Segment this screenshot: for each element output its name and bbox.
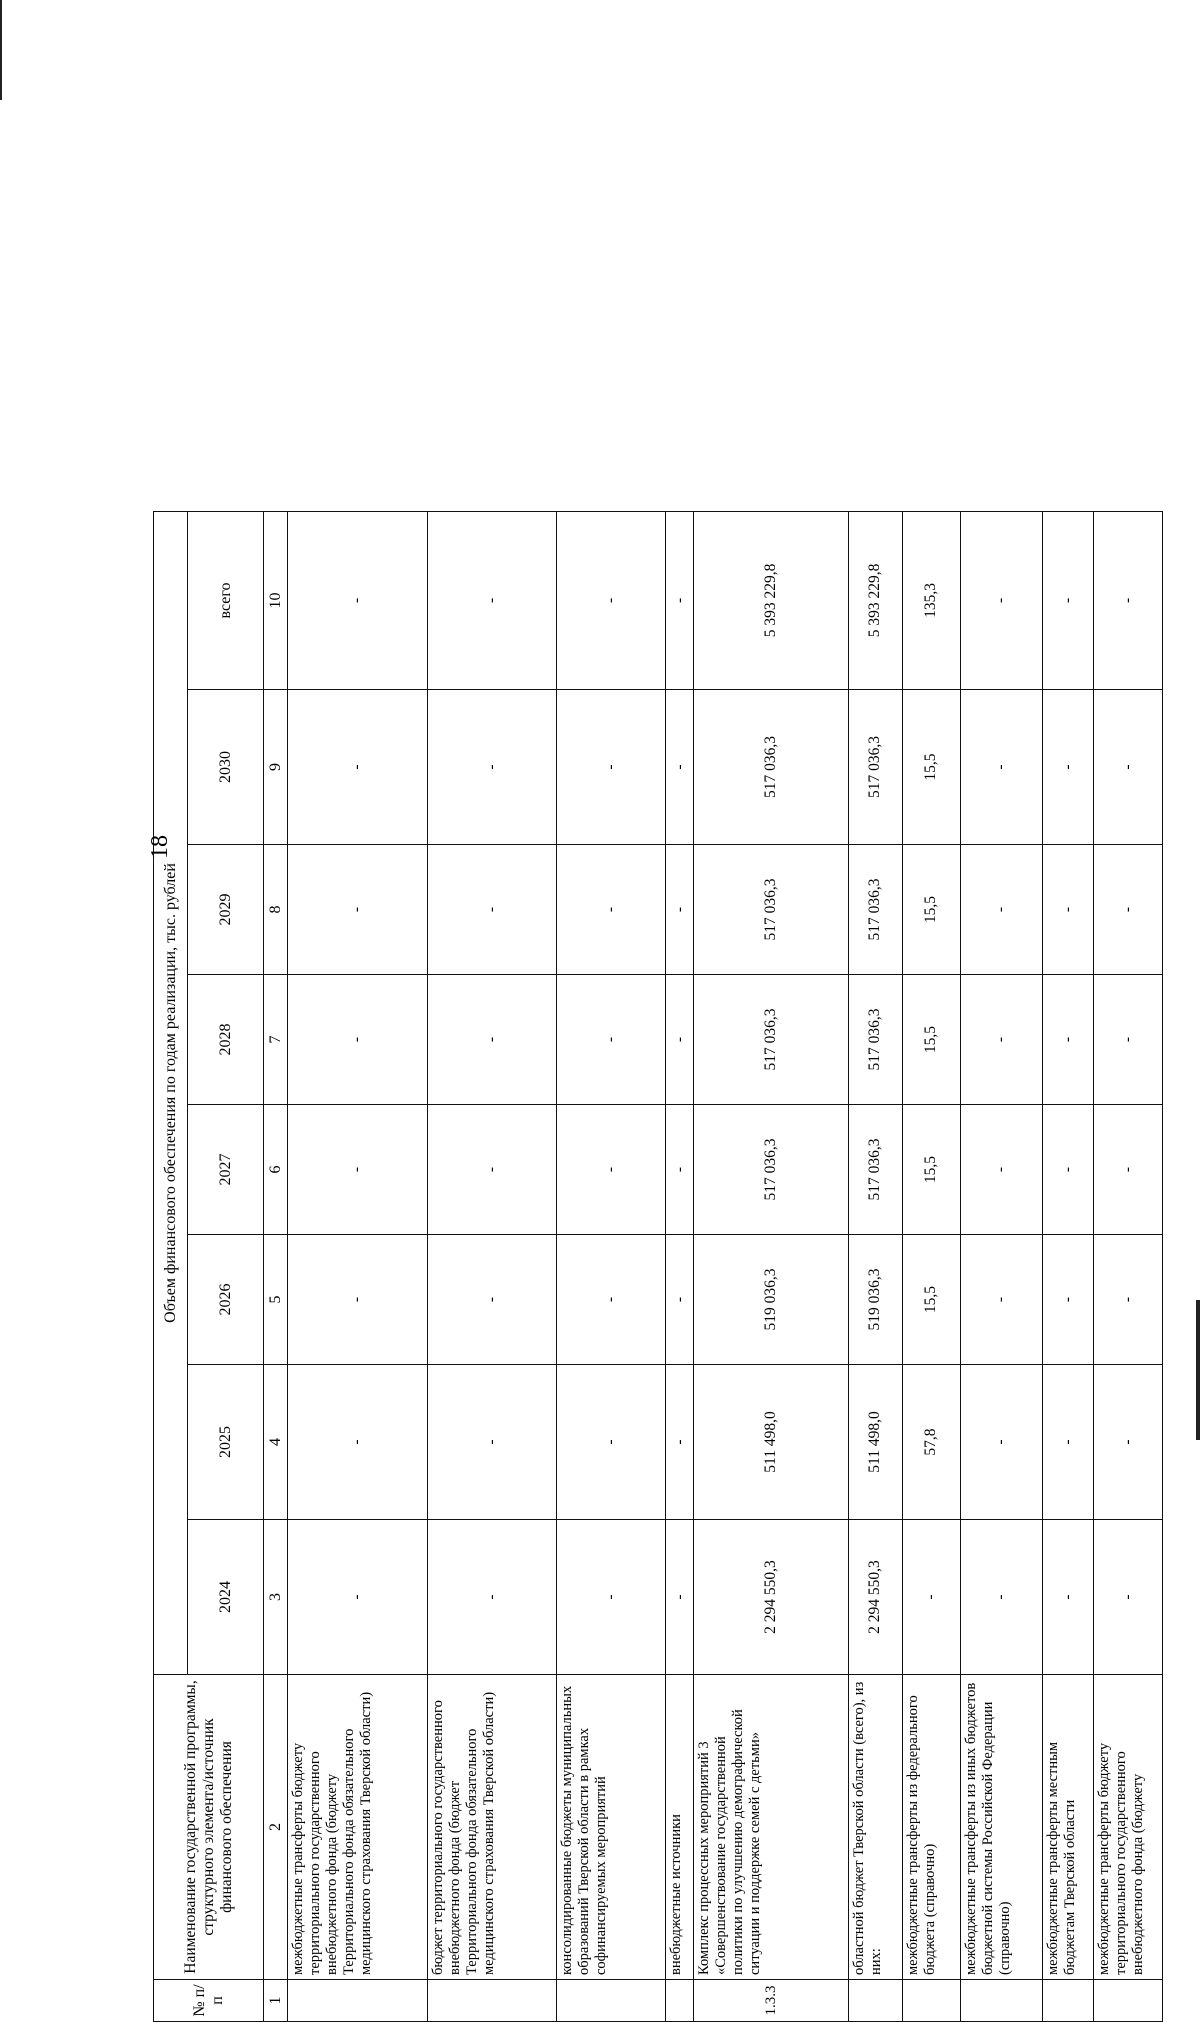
row-number: [288, 1980, 428, 2022]
header-no: № п/п: [154, 1980, 264, 2022]
row-value: -: [1094, 1365, 1163, 1520]
row-value: 57,8: [902, 1365, 960, 1520]
header-year: 2024: [188, 1520, 264, 1675]
row-value: -: [427, 1235, 556, 1365]
row-value: -: [556, 1105, 666, 1235]
row-value: -: [1042, 1365, 1094, 1520]
row-number: [960, 1980, 1042, 2022]
row-value: -: [1094, 975, 1163, 1105]
row-value: 2 294 550,3: [849, 1520, 903, 1675]
row-value: 15,5: [902, 1105, 960, 1235]
row-number: [666, 1980, 694, 2022]
page-number: 18: [147, 835, 173, 859]
row-value: -: [960, 1365, 1042, 1520]
column-number: 1: [264, 1980, 288, 2022]
row-name: межбюджетные трансферты из федерального бюджета (справочно): [902, 1675, 960, 1980]
header-name: Наименование государственной программы, структурного элемента/источник финансового обеспечения: [154, 1675, 264, 1980]
row-name: внебюджетные источники: [666, 1675, 694, 1980]
row-number: [849, 1980, 903, 2022]
row-value-total: -: [1094, 511, 1163, 689]
row-value: -: [1042, 845, 1094, 975]
column-number: 5: [264, 1235, 288, 1365]
table-row: [960, 511, 1042, 2021]
row-value-total: -: [288, 511, 428, 689]
row-value: 15,5: [902, 690, 960, 845]
row-value: -: [1094, 845, 1163, 975]
row-value: -: [556, 845, 666, 975]
row-value: -: [960, 845, 1042, 975]
row-value: 519 036,3: [849, 1235, 903, 1365]
table-row: [556, 511, 666, 2021]
row-value: -: [1094, 1520, 1163, 1675]
row-value: -: [960, 975, 1042, 1105]
row-value: -: [556, 1235, 666, 1365]
row-name: консолидированные бюджеты муниципальных образований Тверской области в рамках софинансируемых мероприятий: [556, 1675, 666, 1980]
row-value: -: [960, 1235, 1042, 1365]
row-value: -: [1042, 975, 1094, 1105]
table-rotated-wrapper: [153, 512, 1163, 2022]
column-number: 6: [264, 1105, 288, 1235]
column-number: 8: [264, 845, 288, 975]
header-year: 2028: [188, 975, 264, 1105]
header-year: 2025: [188, 1365, 264, 1520]
row-name: межбюджетные трансферты местным бюджетам Тверской области: [1042, 1675, 1094, 1980]
scan-edge-mark: [1196, 1300, 1200, 1440]
row-value: -: [1094, 690, 1163, 845]
scan-edge-mark: [0, 0, 2, 100]
table-row: [288, 511, 428, 2021]
header-year: 2026: [188, 1235, 264, 1365]
column-number: 10: [264, 511, 288, 689]
row-value: 517 036,3: [849, 975, 903, 1105]
table-row: [849, 511, 903, 2021]
row-value: 517 036,3: [849, 1105, 903, 1235]
row-value: -: [556, 690, 666, 845]
row-name: бюджет территориального государственного внебюджетного фонда (бюджет Территориального фонда обязательного медицинского страхования Тверской области): [427, 1675, 556, 1980]
row-number: [556, 1980, 666, 2022]
header-year: 2029: [188, 845, 264, 975]
table-row: [1042, 511, 1094, 2021]
column-number: 9: [264, 690, 288, 845]
row-value: -: [427, 690, 556, 845]
row-value: -: [556, 975, 666, 1105]
column-number: 4: [264, 1365, 288, 1520]
financing-table: [153, 511, 1163, 2022]
row-value: -: [1042, 1235, 1094, 1365]
row-value: -: [1094, 1105, 1163, 1235]
row-value: -: [666, 975, 694, 1105]
row-value: -: [288, 1520, 428, 1675]
row-value: -: [288, 690, 428, 845]
row-value: -: [427, 1105, 556, 1235]
row-number: [427, 1980, 556, 2022]
row-value: -: [427, 1520, 556, 1675]
row-value-total: 135,3: [902, 511, 960, 689]
row-value: -: [427, 975, 556, 1105]
row-value: 511 498,0: [849, 1365, 903, 1520]
row-value-total: -: [427, 511, 556, 689]
row-name: межбюджетные трансферты из иных бюджетов бюджетной системы Российской Федерации (справочно): [960, 1675, 1042, 1980]
table-row: [666, 511, 694, 2021]
row-value: -: [1042, 1520, 1094, 1675]
row-name: межбюджетные трансферты бюджету территориального государственного внебюджетного фонда (бюджету Территориального фонда обязательного медицинского страхования Тверской области): [288, 1675, 428, 1980]
header-volume: Объем финансового обеспечения по годам реализации, тыс. рублей: [154, 511, 188, 1674]
row-value: -: [666, 845, 694, 975]
column-number: 7: [264, 975, 288, 1105]
row-value: -: [1042, 1105, 1094, 1235]
row-value: -: [960, 690, 1042, 845]
header-year: 2027: [188, 1105, 264, 1235]
table-body: [288, 511, 1163, 2021]
table-row: [694, 511, 849, 2021]
row-value: -: [427, 1365, 556, 1520]
row-value: 519 036,3: [694, 1235, 849, 1365]
row-value: 15,5: [902, 1235, 960, 1365]
row-value: 2 294 550,3: [694, 1520, 849, 1675]
row-value: -: [288, 1365, 428, 1520]
table-row: [902, 511, 960, 2021]
row-value-total: 5 393 229,8: [694, 511, 849, 689]
row-value: 517 036,3: [694, 845, 849, 975]
table-row: [427, 511, 556, 2021]
row-value-total: -: [556, 511, 666, 689]
table-row: [1094, 511, 1163, 2021]
column-number: 2: [264, 1675, 288, 1980]
row-value: -: [666, 1365, 694, 1520]
row-value-total: 5 393 229,8: [849, 511, 903, 689]
column-number: 3: [264, 1520, 288, 1675]
row-value-total: -: [666, 511, 694, 689]
row-value-total: -: [960, 511, 1042, 689]
row-value: -: [288, 1235, 428, 1365]
row-value: -: [556, 1520, 666, 1675]
row-value: -: [1042, 690, 1094, 845]
row-name: Комплекс процессных мероприятий 3 «Совершенствование государственной политики по улучшению демографической ситуации и поддержке семей с детьми»: [694, 1675, 849, 1980]
row-number: [1094, 1980, 1163, 2022]
row-value: -: [1094, 1235, 1163, 1365]
row-number: 1.3.3: [694, 1980, 849, 2022]
row-value: 15,5: [902, 975, 960, 1105]
row-value: -: [556, 1365, 666, 1520]
row-value: -: [666, 1520, 694, 1675]
row-value: -: [902, 1520, 960, 1675]
row-value: 517 036,3: [694, 975, 849, 1105]
row-value: 511 498,0: [694, 1365, 849, 1520]
row-value: -: [666, 1235, 694, 1365]
row-value: -: [666, 1105, 694, 1235]
row-value: 517 036,3: [849, 845, 903, 975]
row-name: областной бюджет Тверской области (всего), из них:: [849, 1675, 903, 1980]
header-year: 2030: [188, 690, 264, 845]
row-value: 517 036,3: [694, 1105, 849, 1235]
row-name: межбюджетные трансферты бюджету территориального государственного внебюджетного фонда (бюджету: [1094, 1675, 1163, 1980]
row-value: -: [288, 845, 428, 975]
row-value: -: [288, 975, 428, 1105]
row-number: [902, 1980, 960, 2022]
row-value: 517 036,3: [694, 690, 849, 845]
row-value: -: [288, 1105, 428, 1235]
row-value: -: [960, 1105, 1042, 1235]
row-number: [1042, 1980, 1094, 2022]
row-value-total: -: [1042, 511, 1094, 689]
row-value: -: [960, 1520, 1042, 1675]
row-value: 15,5: [902, 845, 960, 975]
row-value: -: [666, 690, 694, 845]
header-total: всего: [188, 511, 264, 689]
row-value: 517 036,3: [849, 690, 903, 845]
row-value: -: [427, 845, 556, 975]
